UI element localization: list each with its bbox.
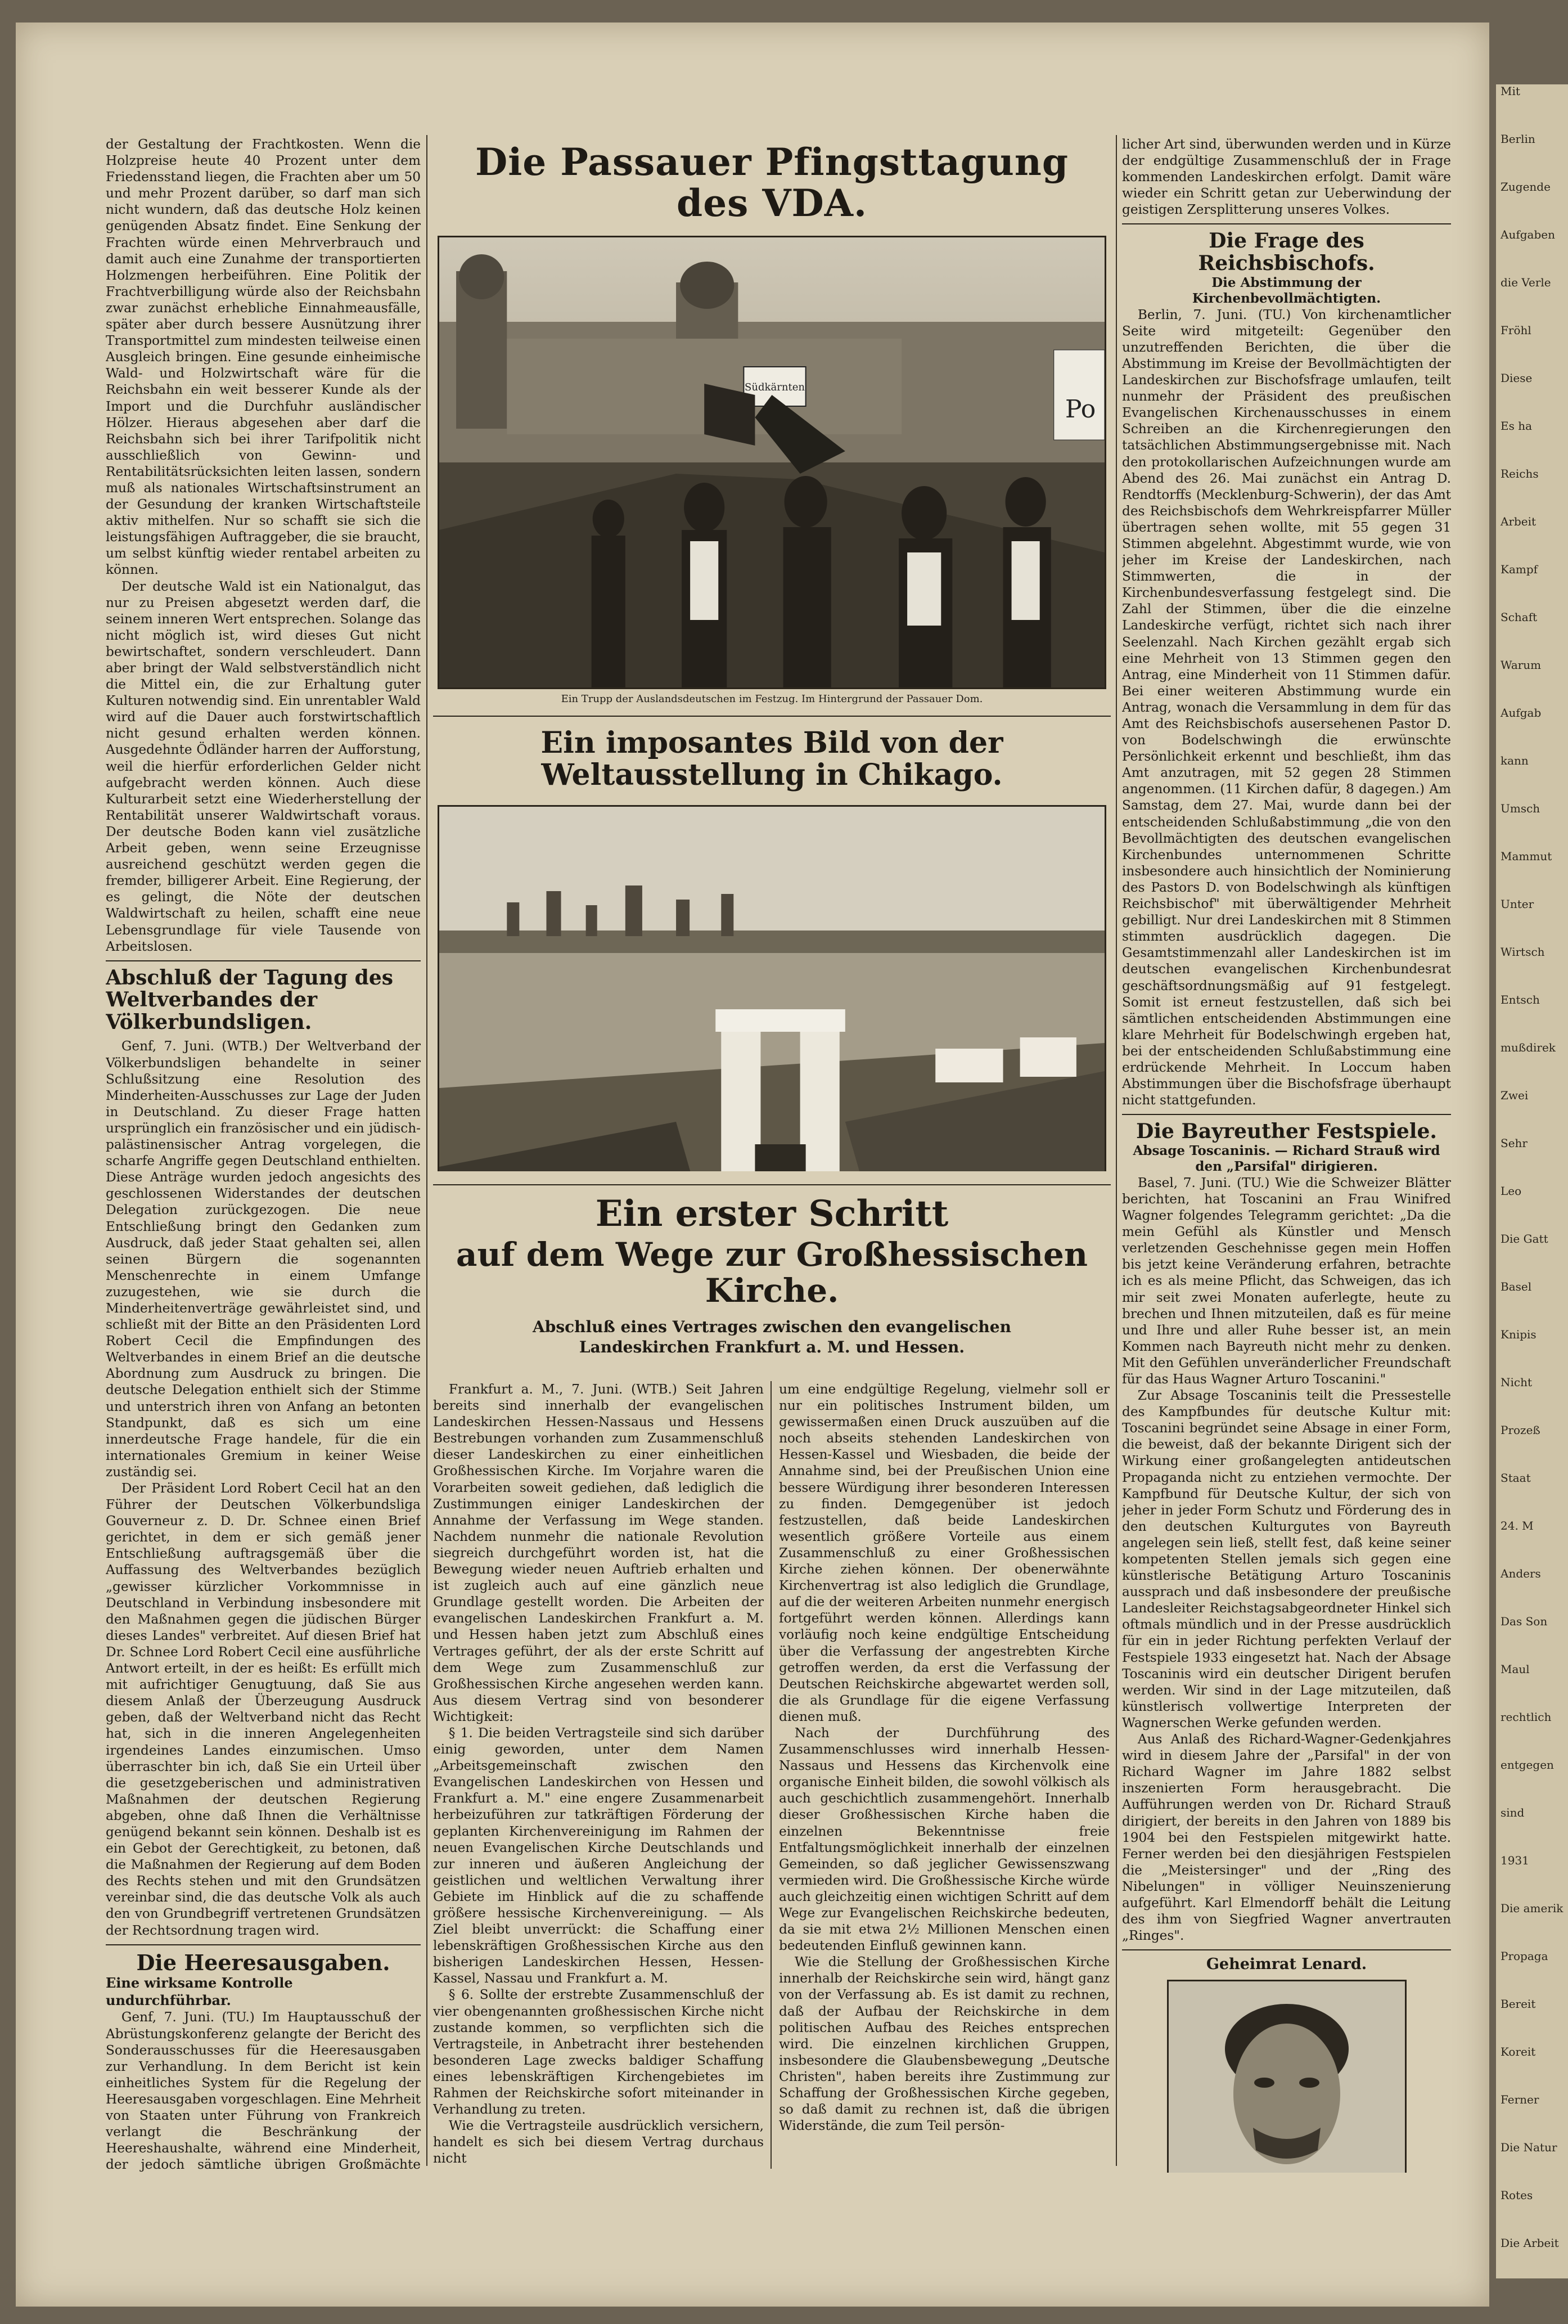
passau-headline: Die Passauer Pfingsttagung des VDA.: [475, 142, 1069, 225]
article-subhead: Die Abstimmung der Kirchenbevollmächtigten.: [1192, 275, 1381, 306]
adjacent-page-line: entgegen: [1501, 1758, 1554, 1772]
adjacent-page-line: kann: [1501, 754, 1529, 767]
main-paragraph: § 1. Die beiden Vertragsteile sind sich darüber einig geworden, unter dem Namen „Arbeitsgemeinschaft zwischen den Evangelischen Landeskirchen von Hessen und Frankfurt a. M." eine engere Zusammenarbeit herbeizuführen zur tatkräftigen Förderung der geplanten Kirchenvereinigung im Rahmen der neuen Evangelischen Kirche Deutschlands und zur inneren und äußeren Angleichung der geistlichen und weltlichen Verwaltung ihrer Gebiete im Hinblick auf die zu schaffende größere hessische Kirchenvereinigung. — Als Ziel bleibt unverrückt: die Schaffung einer lebenskräftigen Großhessischen Kirche aus den bisherigen Landeskirchen Hessen, Hessen-Kassel, Nassau und Frankfurt a. M.: [433, 1725, 764, 1986]
adjacent-page-line: Koreit: [1501, 2045, 1536, 2058]
article-paragraph: Berlin, 7. Juni. (TU.) Von kirchenamtlicher Seite wird mitgeteilt: Gegenüber den unzutreffenden Berichten, die über die Abstimmung im Kreise der Bevollmächtigten der Landeskirchen zur Bischofsfrage umlaufen, teilt nunmehr der Präsident des preußischen Evangelischen Kirchenausschusses in einem Schreiben an die Kirchenregierungen den tatsächlichen Abstimmungsergebnisse mit. Nach den protokollarischen Aufzeichnungen wurde am Abend des 26. Mai zunächst ein Antrag D. Rendtorffs (Mecklenburg-Schwerin), der das Amt des Reichsbischofs dem Wehrkreispfarrer Müller übertragen sehen wollte, mit 55 gegen 31 Stimmen abgelehnt. Abgestimmt wurde, wie von jeher im Kreise der Landeskirchen, nach Stimmwerten, die in der Kirchenbundesverfassung festgelegt sind. Die Zahl der Stimmen, über die die einzelne Landeskirche verfügt, richtet sich nach ihrer Seelenzahl. Nach Kirchen gezählt ergab sich eine Mehrheit von 13 Stimmen gegen den Antrag, eine Minderheit von 11 Stimmen dafür. Bei einer weiteren Abstimmung wurde ein Antrag, wonach die Versammlung in dem für das Amt des Reichsbischofs ausersehenen Pastor D. von Bodelschwingh die erwünschte Persönlichkeit erkennt und beschließt, ihm das Amt anzutragen, mit 52 gegen 28 Stimmen angenommen. (11 Kirchen dafür, 8 dagegen.) Am Samstag, dem 27. Mai, wurde dann bei der entscheidenden Schlußabstimmung „die von den Bevollmächtigten des deutschen evangelischen Kirchenbundes unternommenen Schritte insbesondere auch hinsichtlich der Nominierung des Pastors D. von Bodelschwingh als künftigen Reichsbischof" mit überwältigender Mehrheit gebilligt. Nur drei Landeskirchen mit 8 Stimmen stimmten ausdrücklich dagegen. Die Gesamtstimmenzahl aller Landeskirchen ist im deutschen evangelischen Kirchenbundesrat geschäftsordnungsmäßig auf 91 festgelegt. Somit ist erneut festzustellen, daß sich bei sämtlichen entscheidenden Abstimmungen eine klare Mehrheit für Bodelschwingh ergeben hat, bei der entscheidenden Schlußabstimmung eine erdrückende Mehrheit. In Loccum haben Abstimmungen über die Bischofsfrage überhaupt nicht stattgefunden.: [1122, 307, 1451, 1108]
adjacent-page-line: Zwei: [1501, 1089, 1529, 1102]
main-paragraph: Wie die Stellung der Großhessischen Kirche innerhalb der Reichskirche sein wird, hängt ganz von der Verfassung ab. Es ist damit zu rechnen, daß der Aufbau der Reichskirche in dem politischen Aufbau des Reiches entsprechen wird. Die einzelnen kirchlichen Gruppen, insbesondere die Glaubensbewegung „Deutsche Christen", haben bereits ihre Zustimmung zur Schaffung der Großhessischen Kirche gegeben, so daß damit zu rechnen ist, daß die übrigen Widerstände, die zum Teil persön-: [779, 1954, 1110, 2134]
continued-paragraph: licher Art sind, überwunden werden und in Kürze der endgültige Zusammenschluß der in Frage kommenden Landeskirchen erfolgt. Damit wäre wieder ein Schritt getan zur Ueberwindung der geistigen Zersplitterung unseres Volkes.: [1122, 137, 1451, 218]
intro-paragraph: der Gestaltung der Frachtkosten. Wenn die Holzpreise heute 40 Prozent unter dem Friedensstand liegen, die Frachten aber um 50 und mehr Prozent darüber, so darf man sich nicht wundern, daß das deutsche Holz keinen genügenden Absatz findet. Eine Senkung der Frachten würde einen Mehrverbrauch und damit auch eine Zunahme der transportierten Holzmengen herbeiführen. Eine Politik der Frachtverbilligung würde also der Reichsbahn zwar zunächst erhebliche Einnahmeausfälle, später aber durch bessere Ausnützung ihrer Transportmittel zum mindesten teilweise einen Ausgleich bringen. Eine gesunde einheimische Wald- und Holzwirtschaft wäre für die Reichsbahn ein weit besserer Kunde als der Import und die Durchfuhr ausländischer Hölzer. Hieraus abgesehen aber darf die Reichsbahn sich bei ihrer Tarifpolitik nicht ausschließlich von Gewinn- und Rentabilitätsrücksichten leiten lassen, sondern muß als nationales Wirtschaftsinstrument an der Gesundung der kranken Wirtschaftsteile aktiv mithelfen. Nur so schafft sie sich die leistungsfähigen Auftraggeber, die sie braucht, um selbst künftig wieder rentabel arbeiten zu können.: [106, 137, 421, 578]
adjacent-page-line: Warum: [1501, 658, 1542, 672]
main-article-col2: [779, 1381, 1110, 2180]
article-paragraph: Zur Absage Toscaninis teilt die Pressestelle des Kampfbundes für deutsche Kultur mit: Toscanini begründet seine Absage in einer Form, die beweist, daß der bekannte Dirigent sich der Wirkung einer großangelegten antideutschen Propaganda nicht zu entziehen vermochte. Der Kampfbund für Deutsche Kultur, der sich von jeher in jeder Form Schutz und Förderung des in den deutschen Kulturgutes von Bayreuth angelegen sein ließ, stellt fest, daß keine seiner kompetenten Stellen jemals sich gegen eine künstlerische Betätigung Arturo Toscaninis aussprach und daß insbesondere der preußische Landesleiter Reichstagsabgeordneter Hinkel sich oftmals mündlich und in der Presse ausdrücklich für ein in jeder Richtung perfekten Verlauf der Festspiele 1933 eingesetzt hat. Nach der Absage Toscaninis wird ein deutscher Dirigent berufen werden. Wir sind in der Lage mitzuteilen, daß künstlerisch vollwertige Interpreten der Wagnerschen Werke gefunden werden.: [1122, 1388, 1451, 1730]
article-paragraph: Basel, 7. Juni. (TU.) Wie die Schweizer Blätter berichten, hat Toscanini an Frau Winifred Wagner folgendes Telegramm gerichtet: „Da die mein Gefühl als Künstler und Mensch verletzenden Geschehnisse gegen mein Hoffen bis jetzt keine Veränderung erfahren, betrachte ich es als meine Pflicht, das Schweigen, das ich mir seit zwei Monaten auferlegte, heute zu brechen und Ihnen mitzuteilen, daß es für meine und Ihre und aller Ruhe besser ist, an mein Kommen nach Bayreuth nicht mehr zu denken. Mit den Gefühlen unveränderlicher Freundschaft für das Haus Wagner Arturo Toscanini.": [1122, 1175, 1451, 1387]
adjacent-page-line: Leo: [1501, 1184, 1522, 1198]
main-paragraph: um eine endgültige Regelung, vielmehr soll er nur ein politisches Instrument bilden, um gewissermaßen einen Druck auszuüben auf die noch abseits stehenden Landeskirchen von Hessen-Kassel und Wiesbaden, die beide der Annahme sind, bei der Preußischen Union eine bessere Würdigung ihrer besonderen Interessen zu finden. Demgegenüber ist jedoch festzustellen, daß beide Landeskirchen wesentlich größere Vorteile aus einem Zusammenschluß zu einer Großhessischen Kirche ziehen können. Der obenerwähnte Kirchenvertrag ist also lediglich die Grundlage, auf die der weiteren Arbeiten nunmehr energisch fortgeführt werden können. Allerdings kann vorläufig noch keine endgültige Entscheidung über die Verfassung der angestrebten Kirche getroffen werden, da erst die Verfassung der Deutschen Reichskirche abgewartet werden soll, die als Grundlage für die eigene Verfassung dienen muß.: [779, 1382, 1110, 1724]
right-column: [1122, 136, 1451, 2173]
adjacent-page-line: Fröhl: [1501, 323, 1531, 337]
article-paragraph: Der Präsident Lord Robert Cecil hat an den Führer der Deutschen Völkerbundsliga Gouverneur z. D. Dr. Schnee einen Brief gerichtet, in dem er sich gemäß jener Entschließung auftragsgemäß über die Auffassung des Weltverbandes bezüglich „gewisser kürzlicher Vorkommnisse in Deutschland in Verbindung insbesondere mit den Maßnahmen gegen die jüdischen Bürger dieses Landes" verbreitet. Auf diesen Brief hat Dr. Schnee Lord Robert Cecil eine ausführliche Antwort erteilt, in der es heißt: Es erfüllt mich mit aufrichtiger Genugtuung, daß Sie aus diesem Anlaß der Überzeugung Ausdruck geben, daß der Weltverband nicht das Recht hat, sich in die inneren Angelegenheiten irgendeines Landes einzumischen. Umso überraschter bin ich, daß Sie ein Urteil über die gesetzgeberischen und administrativen Maßnahmen der deutschen Regierung abgeben, ohne daß Ihnen die Verhältnisse genügend bekannt sein können. Deshalb ist es ein Gebot der Gerechtigkeit, zu betonen, daß die Maßnahmen der Regierung auf dem Boden des Rechts stehen und mit den Grundsätzen vereinbar sind, die das deutsche Volk als auch den von Grundbegriff vertretenen Grundsätzen der Rechtsordnung tragen wird.: [106, 1481, 421, 1938]
column-rule: [1116, 135, 1117, 2166]
article-subhead: Eine wirksame Kontrolle undurchführbar.: [106, 1975, 293, 2009]
main-article: [433, 1179, 1111, 2180]
main-subhead: Abschluß eines Vertrages zwischen den evangelischen Landeskirchen Frankfurt a. M. und Hessen.: [533, 1317, 1011, 1356]
lenard-portrait-image: [1169, 1981, 1405, 2173]
adjacent-page-line: Mit: [1501, 84, 1520, 98]
chicago-photo: [438, 805, 1106, 1171]
adjacent-page-edge: [1496, 84, 1568, 2278]
main-paragraph: Frankfurt a. M., 7. Juni. (WTB.) Seit Jahren bereits sind innerhalb der evangelischen Landeskirchen Hessen-Nassaus und Hessens Bestrebungen vorhanden zum Zusammenschluß dieser Landeskirchen zu einer einheitlichen Großhessischen Kirche. Im Vorjahre waren die Vorarbeiten soweit gediehen, daß lediglich die Zustimmungen einiger Landeskirchen der Annahme der Verfassung im Wege standen. Nachdem nunmehr die nationale Revolution siegreich durchgeführt worden ist, hat die Bewegung wieder neuen Auftrieb erhalten und ist zugleich auch auf eine gänzlich neue Grundlage gestellt worden. Die Arbeiten der evangelischen Landeskirchen Frankfurt a. M. und Hessen haben jetzt zum Abschluß eines Vertrages geführt, der als der erste Schritt auf dem Wege zum Zusammenschluß zur Großhessischen Kirche angesehen werden kann. Aus diesem Vertrag sind von besonderer Wichtigkeit:: [433, 1382, 764, 1724]
adjacent-page-line: Arbeit: [1501, 515, 1537, 528]
adjacent-page-line: Knipis: [1501, 1328, 1537, 1341]
adjacent-page-line: Reichs: [1501, 467, 1539, 480]
main-article-col1: [433, 1381, 764, 2180]
portrait-title: Geheimrat Lenard.: [1206, 1956, 1367, 1974]
adjacent-page-line: Die Gatt: [1501, 1232, 1548, 1246]
article-divider: [1122, 223, 1451, 224]
adjacent-page-line: Maul: [1501, 1662, 1530, 1676]
article-divider: [106, 1944, 421, 1945]
adjacent-page-line: Ferner: [1501, 2093, 1539, 2106]
adjacent-page-line: Wirtsch: [1501, 945, 1545, 959]
left-column: [106, 136, 421, 2173]
adjacent-page-line: Unter: [1501, 897, 1534, 911]
article-divider: [1122, 1949, 1451, 1950]
column-rule: [426, 135, 427, 2166]
section-divider: [433, 716, 1111, 717]
passau-parade-image: [439, 237, 1105, 687]
article-divider: [106, 960, 421, 961]
main-paragraph: Wie die Vertragsteile ausdrücklich versichern, handelt es sich bei diesem Vertrag durchaus nicht: [433, 2118, 764, 2166]
passau-photo: [438, 236, 1106, 689]
adjacent-page-line: Berlin: [1501, 132, 1535, 146]
adjacent-page-line: Schaft: [1501, 610, 1538, 624]
article-divider: [1122, 1114, 1451, 1115]
adjacent-page-line: Kampf: [1501, 563, 1538, 576]
adjacent-page-line: die Verle: [1501, 276, 1551, 289]
main-paragraph: Nach der Durchführung des Zusammenschlusses wird innerhalb Hessen-Nassaus und Hessens das Kirchenvolk eine organische Einheit bilden, die sowohl völkisch als auch geschichtlich zusammengehört. Innerhalb dieser Großhessischen Kirche haben die einzelnen Bekenntnisse freie Entfaltungsmöglichkeit innerhalb der einzelnen Gemeinden, so daß jeglicher Gewissenszwang vermieden wird. Die Großhessische Kirche würde auch gleichzeitig einen wichtigen Schritt auf dem Wege zur Evangelischen Reichskirche bedeuten, da sie mit etwa 2½ Millionen Menschen einen bedeutenden Einfluß gewinnen kann.: [779, 1725, 1110, 1954]
adjacent-page-line: Entsch: [1501, 993, 1540, 1006]
adjacent-page-line: sind: [1501, 1806, 1525, 1819]
intro-paragraph: Der deutsche Wald ist ein Nationalgut, das nur zu Preisen abgesetzt werden darf, die seinem inneren Wert entsprechen. Solange das nicht möglich ist, wird dieses Gut nicht bewirtschaftet, sondern verschleudert. Dann aber bringt der Wald selbstverständlich nicht die Mittel ein, die zur Erhaltung guter Kulturen notwendig sind. Ein unrentabler Wald wird auf die Dauer auch forstwirtschaftlich nicht gesund erhalten werden können. Ausgedehnte Ödländer harren der Aufforstung, weil die hierfür erforderlichen Gelder nicht aufgebracht werden können. Auch diese Kulturarbeit setzt eine Wiederherstellung der Rentabilität unserer Waldwirtschaft voraus. Der deutsche Boden kann viel zusätzliche Arbeit geben, wenn seine Erzeugnisse ausreichend geschützt werden gegen die fremder, billigerer Arbeit. Eine Regierung, der es gelingt, die Nöte der deutschen Waldwirtschaft zu heilen, schafft eine neue Lebensgrundlage für viele Tausende von Arbeitslosen.: [106, 578, 421, 954]
main-headline-line1: Ein erster Schritt: [595, 1193, 949, 1235]
adjacent-page-line: Anders: [1501, 1567, 1541, 1580]
passau-caption: Ein Trupp der Auslandsdeutschen im Festzug. Im Hintergrund der Passauer Dom.: [561, 693, 983, 705]
adjacent-page-line: Rotes: [1501, 2188, 1533, 2202]
article-headline: Die Heeresausgaben.: [136, 1949, 390, 1975]
adjacent-page-line: Basel: [1501, 1280, 1532, 1293]
adjacent-page-line: 24. M: [1501, 1519, 1534, 1532]
chicago-headline: Ein imposantes Bild von der Weltausstellung in Chikago.: [540, 726, 1003, 793]
article-paragraph: Genf, 7. Juni. (WTB.) Der Weltverband der Völkerbundsligen behandelte in seiner Schlußsitzung eine Resolution des Minderheiten-Ausschusses zur Lage der Juden in Deutschland. Zu dieser Frage hatten ursprünglich ein französischer und ein jüdisch-palästinensischer Antrag vorgelegen, die scharfe Angriffe gegen Deutschland enthielten. Diese Anträge wurden jedoch angesichts des geschlossenen Widerstandes der deutschen Delegation zurückgezogen. Die neue Entschließung bringt den Gedanken zum Ausdruck, daß jeder Staat gehalten sei, allen seinen Bürgern die sogenannten Menschenrechte in einem Umfange zuzugestehen, wie sie durch die Minderheitenverträge gewährleistet sind, und schließt mit der Bitte an den Präsidenten Lord Robert Cecil die Empfindungen des Weltverbandes in einem Brief an die deutsche Abordnung zum Ausdruck zu bringen. Die deutsche Delegation enthielt sich der Stimme und unterstrich ihren von Anfang an betonten Standpunkt, daß es sich um eine innerdeutsche Frage handele, für die ein internationales Gremium in keiner Weise zuständig sei.: [106, 1039, 421, 1480]
article-paragraph: Genf, 7. Juni. (TU.) Im Hauptausschuß der Abrüstungskonferenz gelangte der Bericht des Sonderausschusses für die Heeresausgaben zur Verhandlung. In dem Bericht ist kein einheitliches System für die Regelung der Heeresausgaben vorgeschlagen. Eine Mehrheit von Staaten unter Führung von Frankreich verlangt die Beschränkung der Heereshaushalte, während eine Minderheit, der jedoch sämtliche übrigen Großmächte: [106, 2010, 421, 2173]
adjacent-page-line: Propaga: [1501, 1949, 1548, 1963]
adjacent-page-line: rechtlich: [1501, 1710, 1552, 1724]
main-paragraph: § 6. Sollte der erstrebte Zusammenschluß der vier obengenannten großhessischen Kirche nicht zustande kommen, so verpflichten sich die Vertragsteile, in Anbetracht ihrer bestehenden besonderen Lage zwecks baldiger Schaffung eines lebenskräftigen Kirchengebietes im Rahmen der Reichskirche sofort miteinander in Verhandlung zu treten.: [433, 1987, 764, 2118]
adjacent-page-line: Bereit: [1501, 1997, 1536, 2011]
adjacent-page-line: Staat: [1501, 1471, 1531, 1485]
adjacent-page-line: Mammut: [1501, 849, 1552, 863]
article-headline: Die Bayreuther Festspiele.: [1136, 1120, 1437, 1144]
adjacent-page-line: Umsch: [1501, 802, 1540, 815]
article-subhead: Absage Toscaninis. — Richard Strauß wird den „Parsifal" dirigieren.: [1133, 1143, 1440, 1174]
adjacent-page-line: Die Natur: [1501, 2141, 1557, 2154]
parade-sign-text: Südkärnten: [745, 381, 805, 394]
photo-section: [433, 142, 1111, 1171]
article-headline: Abschluß der Tagung des Weltverbandes der Völkerbundsligen.: [106, 965, 394, 1034]
chicago-expo-image: [439, 807, 1105, 1171]
adjacent-page-line: Es ha: [1501, 419, 1533, 433]
adjacent-page-line: Das Son: [1501, 1615, 1548, 1628]
parade-sign-text: Po: [1065, 395, 1096, 424]
adjacent-page-line: Aufgab: [1501, 706, 1542, 720]
adjacent-page-text: [1496, 84, 1568, 2250]
adjacent-page-line: Die Arbeit: [1501, 2236, 1559, 2250]
adjacent-page-line: Die amerik: [1501, 1902, 1564, 1915]
lenard-portrait: [1167, 1980, 1407, 2173]
article-headline: Die Frage des Reichsbischofs.: [1198, 229, 1375, 276]
main-headline-line2: auf dem Wege zur Großhessischen Kirche.: [456, 1235, 1088, 1310]
adjacent-page-line: Diese: [1501, 371, 1533, 385]
adjacent-page-line: Sehr: [1501, 1136, 1528, 1150]
adjacent-page-line: Aufgaben: [1501, 228, 1555, 241]
adjacent-page-line: Prozeß: [1501, 1423, 1540, 1437]
column-rule: [771, 1381, 772, 2169]
section-divider: [433, 1184, 1111, 1185]
adjacent-page-line: mußdirek: [1501, 1041, 1556, 1054]
adjacent-page-line: 1931: [1501, 1854, 1529, 1867]
article-paragraph: Aus Anlaß des Richard-Wagner-Gedenkjahres wird in diesem Jahre der „Parsifal" in der von Richard Wagner im Jahre 1882 selbst inszenierten Form herausgebracht. Die Aufführungen werden von Dr. Richard Strauß dirigiert, der bereits in den Jahren von 1889 bis 1904 bei den Festspielen mitgewirkt hatte. Ferner werden bei den diesjährigen Festspielen die „Meistersinger" und der „Ring des Nibelungen" in völliger Neuinszenierung aufgeführt. Karl Elmendorff behält die Leitung des ihm von Siegfried Wagner anvertrauten „Ringes".: [1122, 1732, 1451, 1944]
adjacent-page-line: Nicht: [1501, 1375, 1533, 1389]
adjacent-page-line: Zugende: [1501, 180, 1551, 194]
